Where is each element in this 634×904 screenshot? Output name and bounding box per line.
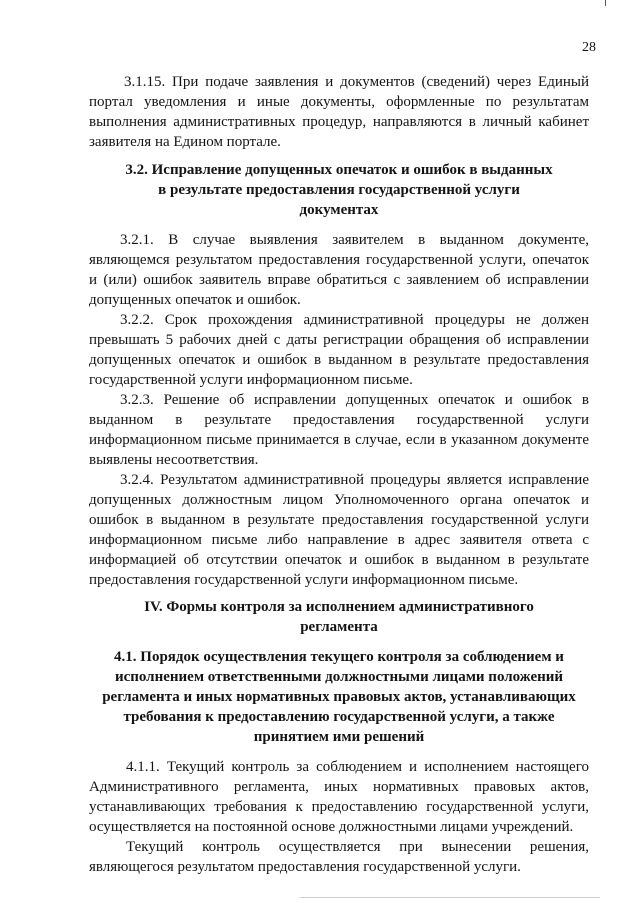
heading-line: исполнением ответственными должностными лицами положений	[114, 669, 564, 685]
text-line: 3.2.2. Срок прохождения административной процедуры не должен	[120, 312, 589, 328]
heading-line: IV. Формы контроля за исполнением административного	[144, 599, 534, 615]
text-line: Текущий контроль осуществляется при вынесении решения,	[126, 839, 589, 855]
text-line: допущенных опечаток и ошибок в выданном в результате предоставления	[89, 352, 589, 368]
text-line: устанавливающих требования к предоставлению государственной услуги,	[89, 799, 589, 815]
text-line: заявителя на Едином портале.	[89, 134, 281, 150]
text-line: ошибок в выданном в результате предоставления государственной услуги	[89, 512, 589, 528]
heading-line: регламента и иных нормативных правовых актов, устанавливающих	[102, 689, 576, 705]
heading-line: регламента	[300, 619, 378, 635]
text-line: и (или) ошибок заявитель вправе обратиться с заявлением об исправлении	[89, 272, 589, 288]
heading-line: в результате предоставления государственной услуги	[158, 182, 520, 198]
text-line: Административного регламента, иных нормативных правовых актов,	[89, 779, 589, 795]
text-line: информационном письме принимается в случае, если в указанном документе	[89, 432, 589, 448]
text-line: выполнения административных процедур, направляются в личный кабинет	[89, 114, 589, 130]
heading-line: принятием ими решений	[253, 729, 425, 745]
text-line: государственной услуги информационном письме.	[89, 372, 413, 388]
text-line: предоставления государственной услуги информационном письме.	[89, 572, 519, 588]
heading-line: 3.2. Исправление допущенных опечаток и ошибок в выданных	[125, 162, 553, 178]
text-line: информацией об отсутствии опечаток и ошибок в выданном в результате	[89, 552, 589, 568]
text-line: 3.2.3. Решение об исправлении допущенных опечаток и ошибок в	[120, 392, 589, 408]
text-line: портал уведомления и иные документы, оформленные по результатам	[89, 94, 589, 110]
heading-line: 4.1. Порядок осуществления текущего контроля за соблюдением и	[114, 649, 564, 665]
text-line: выданном в результате предоставления государственной услуги	[89, 412, 589, 428]
text-line: информационном письме либо направление в адрес заявителя ответа с	[89, 532, 589, 548]
heading-line: документах	[299, 202, 379, 218]
text-line: осуществляется на постоянной основе должностными лицами учреждений.	[89, 819, 574, 835]
text-line: являющемся результатом предоставления государственной услуги, опечаток	[89, 252, 589, 268]
text-line: 3.1.15. При подаче заявления и документов (сведений) через Единый	[124, 74, 589, 90]
heading-line: требования к предоставлению государственной услуги, а также	[123, 709, 555, 725]
text-line: 3.2.4. Результатом административной процедуры является исправление	[120, 472, 589, 488]
page-number: 28	[582, 40, 596, 55]
text-line: допущенных должностным лицом Уполномоченного органа опечаток и	[89, 492, 589, 508]
text-line: 3.2.1. В случае выявления заявителем в выданном документе,	[120, 232, 589, 248]
scan-artifact-line	[300, 897, 600, 898]
text-line: являющегося результатом предоставления государственной услуги.	[89, 859, 521, 875]
text-line: превышать 5 рабочих дней с даты регистрации обращения об исправлении	[89, 332, 589, 348]
text-line: 4.1.1. Текущий контроль за соблюдением и исполнением настоящего	[126, 759, 589, 775]
scan-edge-mark	[605, 0, 606, 6]
text-line: допущенных опечаток и ошибок.	[89, 292, 301, 308]
text-line: выявлены несоответствия.	[89, 452, 259, 468]
